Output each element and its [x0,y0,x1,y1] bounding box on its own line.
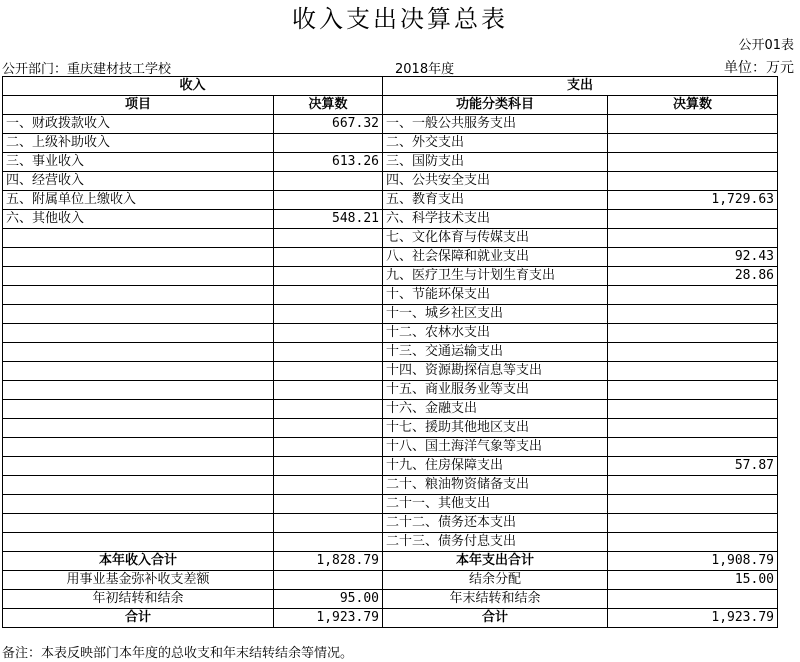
expense-item: 十九、住房保障支出 [383,457,608,476]
expense-item: 二十二、债务还本支出 [383,514,608,533]
expense-item: 九、医疗卫生与计划生育支出 [383,267,608,286]
col-item-header: 项目 [3,96,274,115]
expense-amount [608,229,778,248]
income-item [3,381,274,400]
summary-income-label: 用事业基金弥补收支差额 [3,571,274,590]
table-row [3,514,778,533]
table-row [3,286,778,305]
report-title: 收入支出决算总表 [292,5,508,33]
expense-amount [608,305,778,324]
expense-item: 三、国防支出 [383,153,608,172]
col-amount2-header: 决算数 [608,96,778,115]
summary-income-label: 本年收入合计 [3,552,274,571]
table-row [3,324,778,343]
income-amount [274,267,383,286]
summary-expense-label: 合计 [383,609,608,628]
expense-item: 十八、国土海洋气象等支出 [383,438,608,457]
expense-amount [608,514,778,533]
income-amount [274,229,383,248]
expense-amount [608,343,778,362]
table-row [3,305,778,324]
table-row [3,381,778,400]
income-item [3,324,274,343]
summary-expense-label: 年末结转和结余 [383,590,608,609]
expense-item: 十二、农林水支出 [383,324,608,343]
income-amount: 548.21 [274,210,383,229]
income-item: 二、上级补助收入 [3,134,274,153]
table-row [3,153,778,172]
expense-item: 二十三、债务付息支出 [383,533,608,552]
expense-amount [608,115,778,134]
form-number: 公开01表 [738,38,794,53]
summary-expense-label: 结余分配 [383,571,608,590]
income-amount [274,324,383,343]
expense-item: 十七、援助其他地区支出 [383,419,608,438]
summary-row [3,590,778,609]
income-amount [274,533,383,552]
expense-amount [608,172,778,191]
unit-label: 单位：万元 [724,60,794,76]
income-amount [274,438,383,457]
income-amount [274,286,383,305]
summary-income-amount [274,571,383,590]
col-amount-header: 决算数 [274,96,383,115]
column-header-row [3,96,778,115]
income-item [3,343,274,362]
expense-item: 二十、粮油物资储备支出 [383,476,608,495]
income-item [3,419,274,438]
expense-amount: 92.43 [608,248,778,267]
table-row [3,457,778,476]
table-row [3,362,778,381]
table-row [3,191,778,210]
expense-item: 七、文化体育与传媒支出 [383,229,608,248]
income-item [3,229,274,248]
income-item: 三、事业收入 [3,153,274,172]
expense-amount [608,153,778,172]
table-row [3,343,778,362]
summary-row [3,571,778,590]
expense-item: 六、科学技术支出 [383,210,608,229]
income-item [3,476,274,495]
section-header-row [3,77,778,96]
expense-item: 二、外交支出 [383,134,608,153]
income-header: 收入 [3,77,383,96]
income-amount [274,381,383,400]
expense-item: 八、社会保障和就业支出 [383,248,608,267]
summary-expense-label: 本年支出合计 [383,552,608,571]
income-amount [274,457,383,476]
expense-item: 十四、资源勘探信息等支出 [383,362,608,381]
expense-amount [608,210,778,229]
expense-amount [608,134,778,153]
table-row [3,438,778,457]
expense-amount [608,476,778,495]
expense-amount [608,362,778,381]
budget-table [2,76,778,628]
meta-row [0,56,800,76]
summary-income-label: 合计 [3,609,274,628]
expense-amount [608,438,778,457]
table-row [3,533,778,552]
table-row [3,495,778,514]
expense-item: 十、节能环保支出 [383,286,608,305]
income-item: 五、附属单位上缴收入 [3,191,274,210]
income-item [3,533,274,552]
table-row [3,172,778,191]
table-row [3,210,778,229]
income-amount [274,400,383,419]
expense-item: 五、教育支出 [383,191,608,210]
table-row [3,476,778,495]
expense-amount: 57.87 [608,457,778,476]
expense-item: 二十一、其他支出 [383,495,608,514]
table-row [3,267,778,286]
footnote: 备注：本表反映部门本年度的总收支和年末结转结余等情况。 [2,646,354,661]
income-amount [274,134,383,153]
table-row [3,248,778,267]
income-item [3,305,274,324]
income-amount [274,514,383,533]
income-amount [274,476,383,495]
income-item [3,286,274,305]
summary-expense-amount: 1,923.79 [608,609,778,628]
income-item [3,267,274,286]
expense-amount [608,495,778,514]
col-func-header: 功能分类科目 [383,96,608,115]
fiscal-year: 2018年度 [395,62,455,77]
expense-amount [608,419,778,438]
expense-item: 十三、交通运输支出 [383,343,608,362]
income-amount [274,248,383,267]
income-item: 一、财政拨款收入 [3,115,274,134]
income-item [3,248,274,267]
department-label: 公开部门：重庆建材技工学校 [2,62,172,77]
income-amount [274,305,383,324]
expense-item: 一、一般公共服务支出 [383,115,608,134]
summary-income-amount: 95.00 [274,590,383,609]
income-amount [274,362,383,381]
summary-income-amount: 1,828.79 [274,552,383,571]
income-amount: 667.32 [274,115,383,134]
expense-amount: 1,729.63 [608,191,778,210]
summary-income-amount: 1,923.79 [274,609,383,628]
table-row [3,419,778,438]
income-amount [274,495,383,514]
income-item [3,362,274,381]
expense-amount: 28.86 [608,267,778,286]
income-item [3,438,274,457]
income-item [3,400,274,419]
expense-item: 四、公共安全支出 [383,172,608,191]
income-amount [274,419,383,438]
summary-expense-amount: 1,908.79 [608,552,778,571]
table-row [3,400,778,419]
summary-row [3,609,778,628]
income-item: 四、经营收入 [3,172,274,191]
expense-item: 十一、城乡社区支出 [383,305,608,324]
income-amount [274,172,383,191]
table-row [3,134,778,153]
income-amount [274,343,383,362]
expense-amount [608,533,778,552]
income-amount: 613.26 [274,153,383,172]
income-item [3,495,274,514]
summary-row [3,552,778,571]
expense-amount [608,324,778,343]
expense-item: 十五、商业服务业等支出 [383,381,608,400]
summary-expense-amount [608,590,778,609]
income-amount [274,191,383,210]
budget-table-body [3,77,778,628]
income-item: 六、其他收入 [3,210,274,229]
expense-amount [608,400,778,419]
summary-income-label: 年初结转和结余 [3,590,274,609]
expense-item: 十六、金融支出 [383,400,608,419]
expense-amount [608,286,778,305]
income-item [3,457,274,476]
table-row [3,229,778,248]
summary-expense-amount: 15.00 [608,571,778,590]
income-item [3,514,274,533]
expense-header: 支出 [383,77,778,96]
table-row [3,115,778,134]
expense-amount [608,381,778,400]
